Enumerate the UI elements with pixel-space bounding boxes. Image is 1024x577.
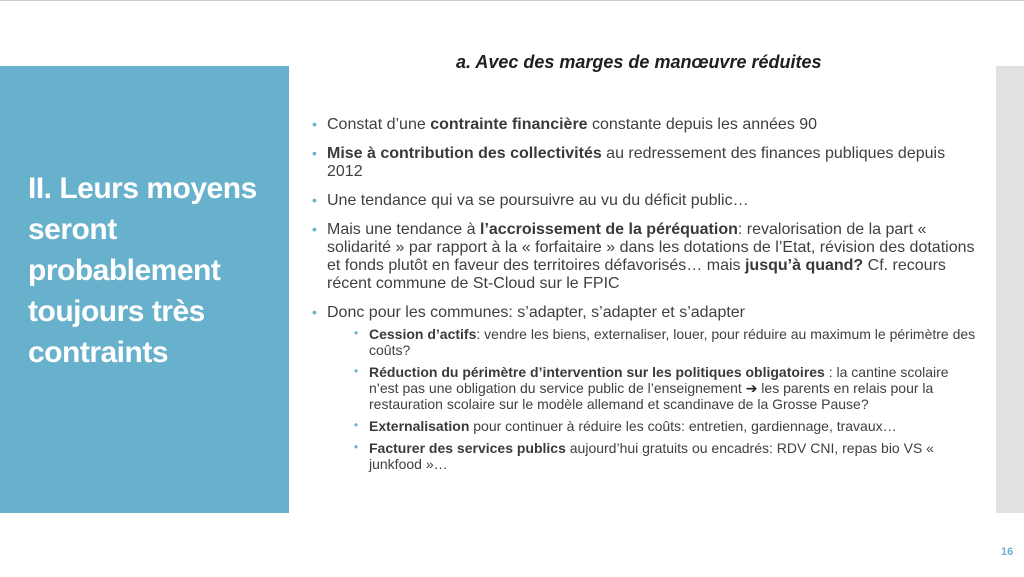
bullet-communes-adapt: • Donc pour les communes: s’adapter, s’adapter et s’adapter • Cession d’actifs: vendre les biens, externaliser, louer, pour réduire au maximum le périmètre des coûts? • Réduction du périmètre d’intervention sur les politiques obligatoires : la cantine scolaire n’est pas une obligation du service public de l’enseignement ➔ les parents en relais pour la restauration scolaire sur le modèle allemand et scandinave de la Grosse Pause? • Externalisation pour continuer à réduire les coûts: entretien, gardiennage, travaux… • Facturer des services publics aujourd’hui gratuits ou encadrés: RDV CNI, repas bio VS « junkfood »…	[312, 304, 976, 472]
bullet-list	[312, 116, 976, 472]
bullet-financial-constraint: • Constat d’une contrainte financière constante depuis les années 90	[312, 116, 976, 134]
slide-subtitle: a. Avec des marges de manœuvre réduites	[456, 52, 822, 72]
right-decorative-strip	[996, 66, 1024, 513]
section-title: II. Leurs moyens seront probablement toujours très contraints	[28, 172, 257, 369]
bullet-equalization: • Mais une tendance à l’accroissement de la péréquation: revalorisation de la part « solidarité » par rapport à la « forfaitaire » dans les dotations de l’Etat, révision des dotations et fonds plutôt en faveur des territoires défavorisés… mais jusqu’à quand? Cf. recours récent commune de St-Cloud sur le FPIC	[312, 221, 976, 293]
arrow-right-icon: ➔	[745, 380, 758, 396]
bullet-collectivities-contribution: • Mise à contribution des collectivités au redressement des finances publiques depuis 2012	[312, 145, 976, 181]
slide-content	[312, 116, 976, 483]
sub-bullet-list	[354, 326, 976, 472]
top-divider	[0, 0, 1024, 1]
sub-bullet-outsourcing: • Externalisation pour continuer à réduire les coûts: entretien, gardiennage, travaux…	[354, 418, 976, 434]
sub-bullet-scope-reduction: • Réduction du périmètre d’intervention sur les politiques obligatoires : la cantine scolaire n’est pas une obligation du service public de l’enseignement ➔ les parents en relais pour la restauration scolaire sur le modèle allemand et scandinave de la Grosse Pause?	[354, 364, 976, 412]
sub-bullet-billing-services: • Facturer des services publics aujourd’hui gratuits ou encadrés: RDV CNI, repas bio VS « junkfood »…	[354, 440, 976, 472]
sub-bullet-asset-sale: • Cession d’actifs: vendre les biens, externaliser, louer, pour réduire au maximum le périmètre des coûts?	[354, 326, 976, 358]
bullet-trend-continues: • Une tendance qui va se poursuivre au vu du déficit public…	[312, 192, 976, 210]
page-number: 16	[1001, 546, 1014, 558]
